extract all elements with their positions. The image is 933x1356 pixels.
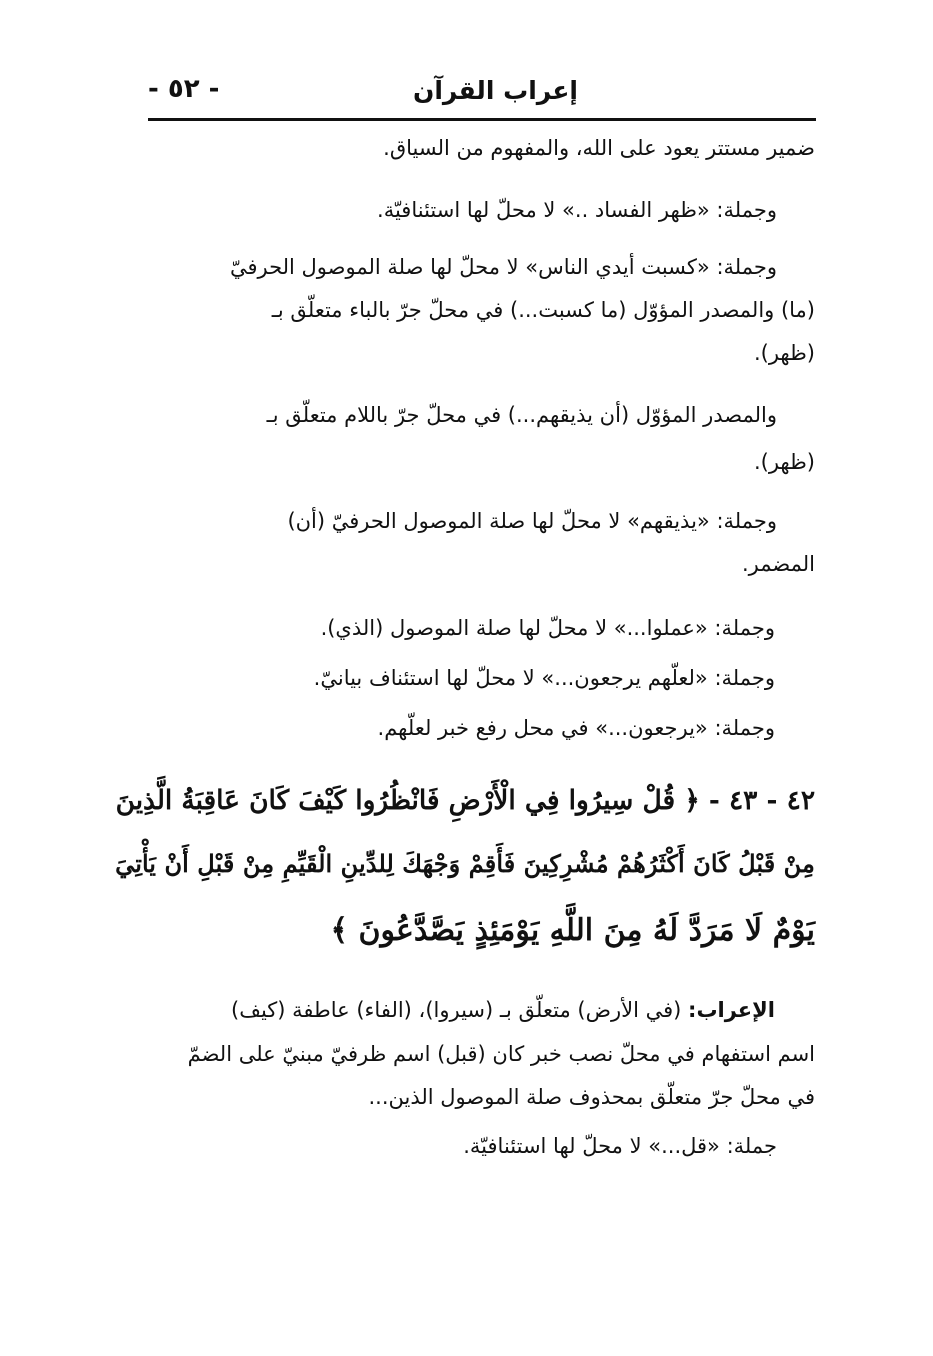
text-line-6: والمصدر المؤوّل (أن يذيقهم...) في محلّ جرّ باللام متعلّق بـ [266, 403, 777, 427]
text-line-8: وجملة: «يذيقهم» لا محلّ لها صلة الموصول الحرفيّ (أن) [287, 509, 777, 533]
quran-verse-line-2: مِنْ قَبْلُ كَانَ أَكْثَرُهُمْ مُشْرِكِينَ فَأَقِمْ وَجْهَكَ لِلدِّينِ الْقَيِّمِ مِنْ قَبْلِ أَنْ يَأْتِيَ [115, 849, 815, 878]
text-line-9: المضمر. [742, 552, 815, 576]
text-line-5: (ظهر). [753, 341, 815, 365]
header-rule [148, 118, 816, 121]
quran-verse-line-1: ٤٢ - ٤٣ - ﴿ قُلْ سِيرُوا فِي الْأَرْضِ فَانْظُرُوا كَيْفَ كَانَ عَاقِبَةُ الَّذِينَ [115, 785, 815, 816]
page-header [148, 72, 816, 116]
irab-label: الإعراب: [688, 998, 775, 1022]
text-line-2: وجملة: «ظهر الفساد ..» لا محلّ لها استئنافيّة. [377, 198, 777, 222]
text-line-10: وجملة: «عملوا...» لا محلّ لها صلة الموصول (الذي). [320, 616, 775, 640]
page-number: - ٥٢ - [148, 74, 220, 104]
text-line-12: وجملة: «يرجعون...» في محل رفع خبر لعلّهم. [377, 716, 775, 740]
text-line-4: (ما) والمصدر المؤوّل (ما كسبت...) في محلّ جرّ بالباء متعلّق بـ [271, 298, 815, 322]
irab-text-1: (في الأرض) متعلّق بـ (سيروا)، (الفاء) عاطفة (كيف) [231, 998, 682, 1022]
irab-line-4: جملة: «قل...» لا محلّ لها استئنافيّة. [463, 1134, 777, 1158]
irab-line-1 [231, 1000, 775, 1021]
text-line-7: (ظهر). [753, 450, 815, 474]
text-line-11: وجملة: «لعلّهم يرجعون...» لا محلّ لها استئناف بيانيّ. [313, 666, 775, 690]
text-line-1: ضمير مستتر يعود على الله، والمفهوم من السياق. [383, 136, 815, 160]
irab-line-2: اسم استفهام في محلّ نصب خبر كان (قبل) اسم ظرفيّ مبنيّ على الضمّ [187, 1042, 815, 1066]
irab-line-3: في محلّ جرّ متعلّق بمحذوف صلة الموصول الذين... [368, 1085, 815, 1109]
book-title: إعراب القرآن [412, 76, 578, 105]
text-line-3: وجملة: «كسبت أيدي الناس» لا محلّ لها صلة الموصول الحرفيّ [229, 255, 777, 279]
quran-verse-line-3: يَوْمٌ لَا مَرَدَّ لَهُ مِنَ اللَّهِ يَوْمَئِذٍ يَصَّدَّعُونَ ﴾ [330, 913, 815, 948]
